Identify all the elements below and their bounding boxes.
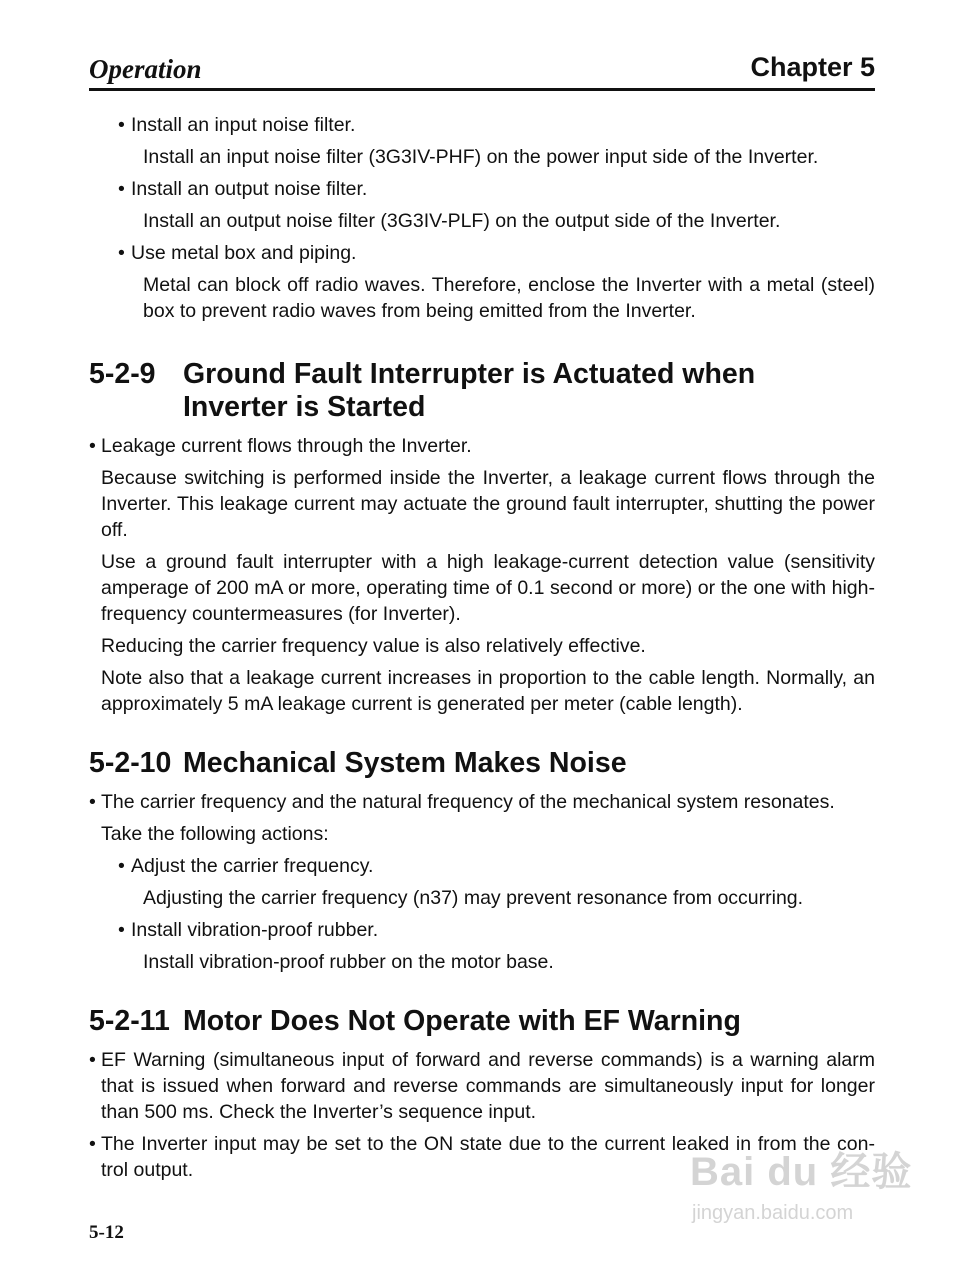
section-number: 5-2-10	[89, 747, 172, 779]
page-header	[89, 50, 875, 91]
bullet-text: The carrier frequency and the natural frequency of the mechanical system resonates.	[101, 791, 835, 813]
bullet-text: Install an input noise filter.	[131, 114, 356, 136]
paragraph: Note also that a leakage current increases in proportion to the cable length. Normally, an approximately 5 mA leakage current is generated per meter (cable length).	[101, 667, 875, 715]
bullet-text: Leakage current flows through the Inverter.	[101, 435, 472, 457]
section-title: Motor Does Not Operate with EF Warning	[183, 1005, 741, 1037]
section-heading-5-2-9	[89, 358, 875, 424]
bullet-dot: •	[118, 919, 125, 941]
list-item-bullet	[118, 240, 875, 266]
paragraph: Use a ground fault interrupter with a high leakage-current detection value (sensitivity amperage of 200 mA or more, operating time of 0.1 second or more) or the one with high-frequency countermeasures (for Inverter).	[101, 551, 875, 625]
bullet-dot: •	[89, 1133, 96, 1155]
section-heading-5-2-11	[89, 1005, 875, 1038]
section-bullet	[89, 789, 875, 815]
list-item-text: Metal can block off radio waves. Therefore, enclose the Inverter with a metal (steel) box to prevent radio waves from being emitted from the Inverter.	[143, 274, 875, 322]
list-item-bullet	[118, 853, 875, 879]
list-item-bullet	[118, 176, 875, 202]
section-title: Mechanical System Makes Noise	[183, 747, 627, 779]
header-section-title: Operation	[89, 54, 202, 84]
bullet-dot: •	[89, 1049, 96, 1071]
list-item-text: Install vibration-proof rubber on the motor base.	[143, 951, 554, 973]
section-title-line1: Ground Fault Interrupter is Actuated when	[183, 358, 756, 390]
bullet-text: EF Warning (simultaneous input of forward and reverse commands) is a warning alarm that is issued when forward and reverse commands are simultaneously input for longer than 500 ms. Check the Inverter’s sequence input.	[101, 1049, 875, 1123]
page-content	[89, 112, 875, 1189]
list-item-text: Install an input noise filter (3G3IV-PHF) on the power input side of the Inverter.	[143, 146, 819, 168]
watermark-url: jingyan.baidu.com	[692, 1202, 854, 1224]
bullet-text: Install vibration-proof rubber.	[131, 919, 379, 941]
list-item-text: Adjusting the carrier frequency (n37) may prevent resonance from occurring.	[143, 887, 804, 909]
section-bullet	[89, 1131, 875, 1183]
bullet-text: Install an output noise filter.	[131, 178, 368, 200]
bullet-dot: •	[89, 791, 96, 813]
bullet-dot: •	[118, 855, 125, 877]
bullet-text: The Inverter input may be set to the ON state due to the current leaked in from the con-trol output.	[101, 1133, 875, 1181]
section-title-line2: Inverter is Started	[183, 391, 426, 423]
section-title	[183, 358, 875, 424]
section-number: 5-2-11	[89, 1005, 170, 1037]
list-item-bullet	[118, 917, 875, 943]
watermark-logo: Bai du 经验	[690, 1150, 913, 1194]
list-item-bullet	[118, 112, 875, 138]
bullet-text: Adjust the carrier frequency.	[131, 855, 374, 877]
header-chapter: Chapter 5	[750, 52, 875, 82]
bullet-dot: •	[89, 435, 96, 457]
bullet-text: Use metal box and piping.	[131, 242, 357, 264]
bullet-dot: •	[118, 242, 125, 264]
bullet-dot: •	[118, 178, 125, 200]
section-number: 5-2-9	[89, 358, 156, 390]
paragraph: Because switching is performed inside the Inverter, a leakage current flows through the Inverter. This leakage current may actuate the ground fault interrupter, shutting the power off.	[101, 467, 875, 541]
section-heading-5-2-10	[89, 747, 875, 780]
paragraph: Reducing the carrier frequency value is also relatively effective.	[101, 635, 646, 657]
section-bullet	[89, 433, 875, 459]
bullet-dot: •	[118, 114, 125, 136]
page-number: 5-12	[89, 1222, 124, 1243]
section-bullet	[89, 1047, 875, 1125]
list-item-text: Install an output noise filter (3G3IV-PLF) on the output side of the Inverter.	[143, 210, 781, 232]
paragraph: Take the following actions:	[101, 823, 329, 845]
